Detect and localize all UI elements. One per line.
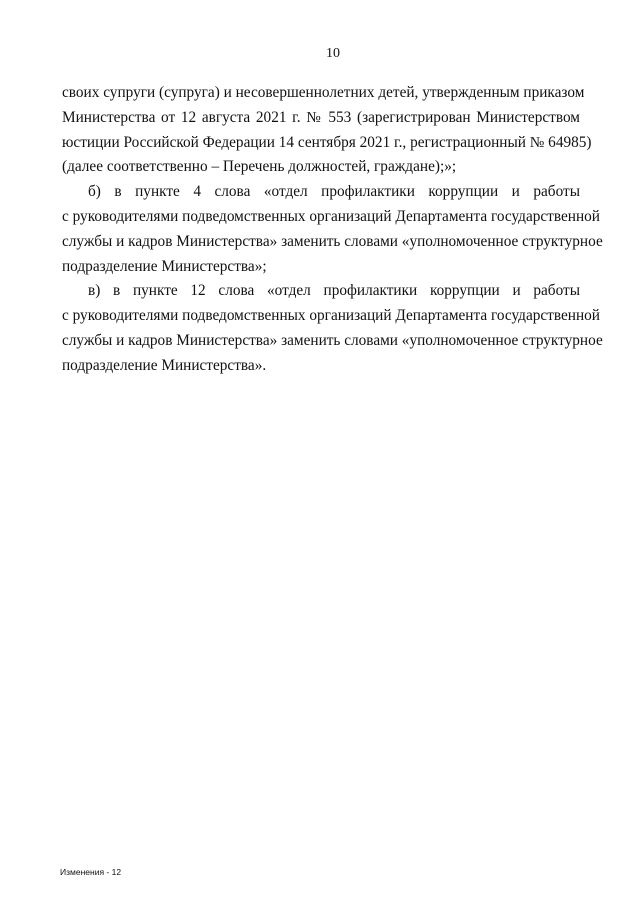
text-line: в) в пункте 12 слова «отдел профилактики коррупции и работы bbox=[88, 282, 580, 300]
text-line: Министерства от 12 августа 2021 г. № 553 (зарегистрирован Министерством bbox=[62, 108, 580, 126]
paragraph bbox=[62, 81, 592, 180]
text-line: с руководителями подведомственных организаций Департамента государственной bbox=[62, 307, 600, 325]
text-line: службы и кадров Министерства» заменить словами «уполномоченное структурное bbox=[62, 331, 603, 349]
text-line: службы и кадров Министерства» заменить словами «уполномоченное структурное bbox=[62, 232, 603, 250]
text-line: б) в пункте 4 слова «отдел профилактики коррупции и работы bbox=[88, 183, 580, 201]
text-line: подразделение Министерства»; bbox=[62, 257, 267, 275]
paragraph bbox=[62, 180, 603, 279]
document-body bbox=[62, 81, 603, 379]
text-line: юстиции Российской Федерации 14 сентября 2021 г., регистрационный № 64985) bbox=[62, 133, 592, 151]
paragraph bbox=[62, 279, 603, 378]
footer-note: Изменения - 12 bbox=[60, 867, 122, 877]
text-line: подразделение Министерства». bbox=[62, 356, 267, 374]
text-line: своих супруги (супруга) и несовершеннолетних детей, утвержденным приказом bbox=[62, 84, 585, 101]
text-line: (далее соответственно – Перечень должностей, граждане);»; bbox=[62, 158, 457, 176]
text-line: с руководителями подведомственных организаций Департамента государственной bbox=[62, 207, 600, 225]
page-number: 10 bbox=[326, 46, 340, 61]
